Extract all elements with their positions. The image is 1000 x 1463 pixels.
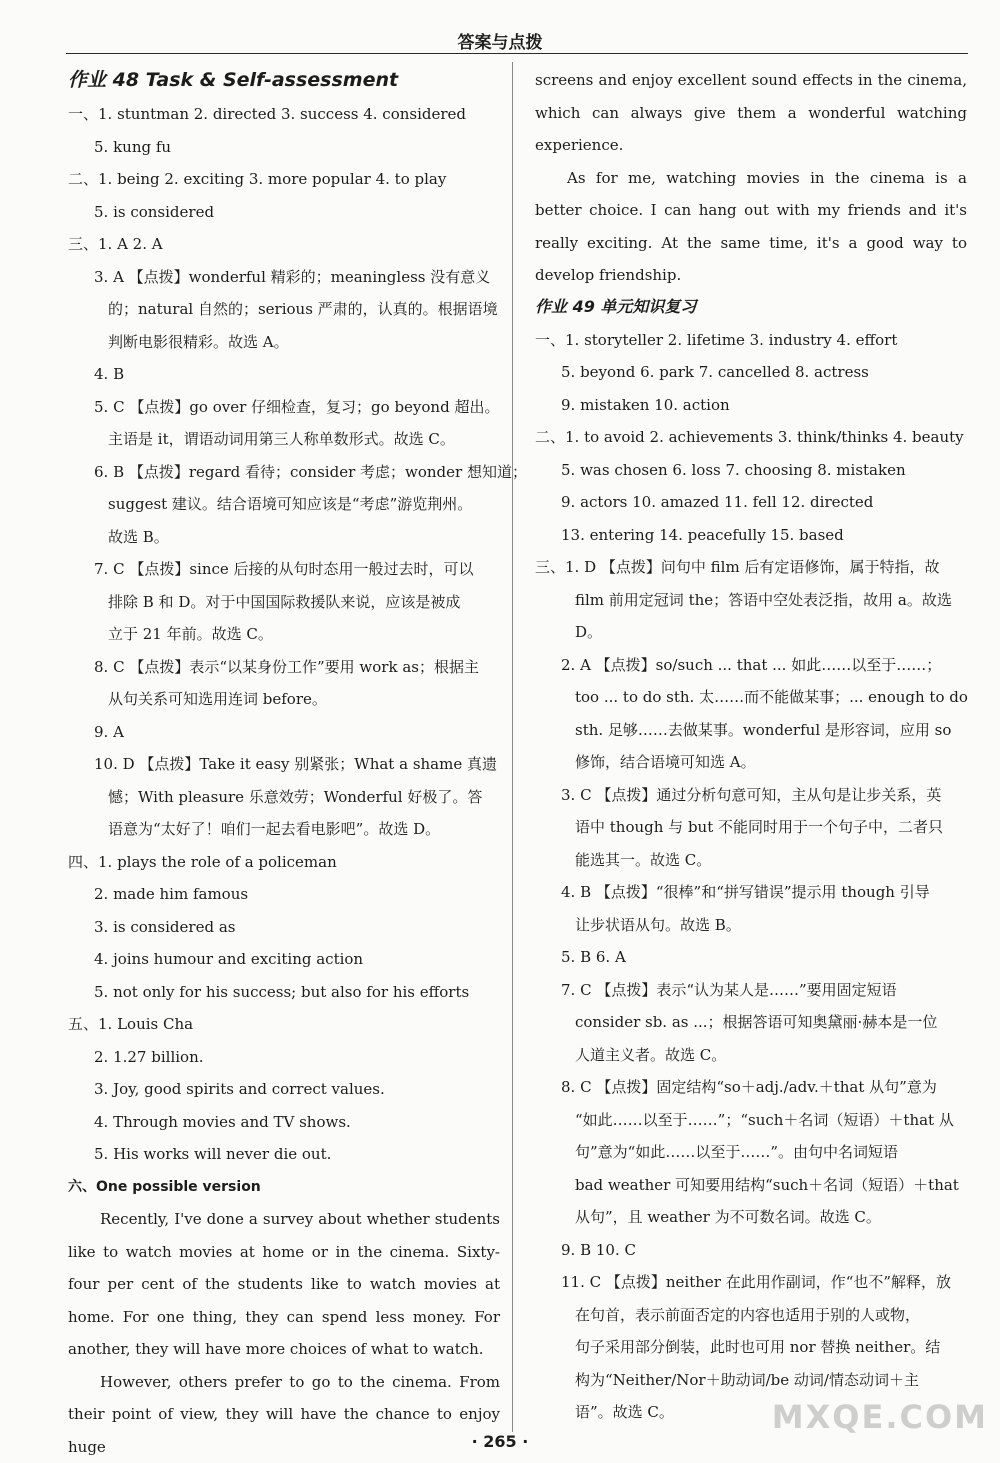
page-number: · 265 ·: [0, 1432, 1000, 1451]
essay-paragraph-2-end: screens and enjoy excellent sound effects in the cinema, which can always give them a wonderful watching experience.: [535, 64, 967, 162]
answer-line: 立于 21 年前。故选 C。: [68, 618, 500, 651]
answer-line: 的；natural 自然的；serious 严肃的，认真的。根据语境: [68, 293, 500, 326]
answer-line: 5. beyond 6. park 7. cancelled 8. actress: [535, 356, 967, 389]
answer-line: 能选其一。故选 C。: [535, 844, 967, 877]
essay-paragraph-3: As for me, watching movies in the cinema is a better choice. I can hang out with my friends and it's really exciting. At the same time, it's a good way to develop friendship.: [535, 162, 967, 292]
answer-line: 4. joins humour and exciting action: [68, 943, 500, 976]
answer-line: 句子采用部分倒装，此时也可用 nor 替换 neither。结: [535, 1331, 967, 1364]
essay-paragraph-2-start: However, others prefer to go to the cinema. From their point of view, they will have the chance to enjoy huge: [68, 1366, 500, 1463]
right-column: [535, 64, 967, 1429]
answer-line: suggest 建议。结合语境可知应该是“考虑”游览荆州。: [68, 488, 500, 521]
header-rule: [66, 53, 968, 54]
answer-line: 7. C 【点拨】since 后接的从句时态用一般过去时，可以: [68, 553, 500, 586]
answer-line: 9. actors 10. amazed 11. fell 12. directed: [535, 486, 967, 519]
answer-line: 5. C 【点拨】go over 仔细检查，复习；go beyond 超出。: [68, 391, 500, 424]
answer-line: 9. B 10. C: [535, 1234, 967, 1267]
answer-line: film 前用定冠词 the；答语中空处表泛指，故用 a。故选: [535, 584, 967, 617]
answer-line: 故选 B。: [68, 521, 500, 554]
answer-line: 构为“Neither/Nor＋助动词/be 动词/情态动词＋主: [535, 1364, 967, 1397]
answer-line: 3. is considered as: [68, 911, 500, 944]
answer-line: 7. C 【点拨】表示“认为某人是……”要用固定短语: [535, 974, 967, 1007]
answer-line: consider sb. as ...；根据答语可知奥黛丽·赫本是一位: [535, 1006, 967, 1039]
answer-line: 一、1. stuntman 2. directed 3. success 4. considered: [68, 98, 500, 131]
answer-line: 10. D 【点拨】Take it easy 别紧张；What a shame 真遗: [68, 748, 500, 781]
answer-line: 9. A: [68, 716, 500, 749]
answer-line: 13. entering 14. peacefully 15. based: [535, 519, 967, 552]
answer-line: 3. Joy, good spirits and correct values.: [68, 1073, 500, 1106]
answer-line: 4. Through movies and TV shows.: [68, 1106, 500, 1139]
answer-line: 5. is considered: [68, 196, 500, 229]
answer-line: 11. C 【点拨】neither 在此用作副词，作“也不”解释，放: [535, 1266, 967, 1299]
answer-line: 5. not only for his success; but also for his efforts: [68, 976, 500, 1009]
answer-line: 从句关系可知选用连词 before。: [68, 683, 500, 716]
answer-line: 五、1. Louis Cha: [68, 1008, 500, 1041]
answer-line: 语”。故选 C。: [535, 1396, 967, 1429]
answer-line: 8. C 【点拨】表示“以某身份工作”要用 work as；根据主: [68, 651, 500, 684]
answer-line: 二、1. to avoid 2. achievements 3. think/thinks 4. beauty: [535, 421, 967, 454]
answer-line: 三、1. A 2. A: [68, 228, 500, 261]
left-column: [68, 64, 500, 1463]
answer-line: 句”意为“如此……以至于……”。由句中名词短语: [535, 1136, 967, 1169]
left-answer-list: [68, 98, 500, 1171]
answer-line: 4. B: [68, 358, 500, 391]
answer-line: 语中 though 与 but 不能同时用于一个句子中，二者只: [535, 811, 967, 844]
essay-paragraph-1: Recently, I've done a survey about whether students like to watch movies at home or in the cinema. Sixty-four per cent of the students like to watch movies at home. For one thing, they can spend less money. For another, they will have more choices of what to watch.: [68, 1203, 500, 1366]
answer-line: 主语是 it，谓语动词用第三人称单数形式。故选 C。: [68, 423, 500, 456]
essay-label: 六、One possible version: [68, 1171, 500, 1204]
answer-line: 二、1. being 2. exciting 3. more popular 4. to play: [68, 163, 500, 196]
answer-line: 3. A 【点拨】wonderful 精彩的；meaningless 没有意义: [68, 261, 500, 294]
right-answer-list: [535, 324, 967, 1429]
answer-line: 2. made him famous: [68, 878, 500, 911]
answer-line: 5. B 6. A: [535, 941, 967, 974]
section-title-48: 作业 48 Task & Self-assessment: [68, 64, 500, 96]
answer-line: 9. mistaken 10. action: [535, 389, 967, 422]
answer-line: 3. C 【点拨】通过分析句意可知，主从句是让步关系，英: [535, 779, 967, 812]
answer-line: 修饰，结合语境可知选 A。: [535, 746, 967, 779]
section-title-49: 作业 49 单元知识复习: [535, 292, 967, 322]
answer-line: 让步状语从句。故选 B。: [535, 909, 967, 942]
answer-line: 语意为“太好了！咱们一起去看电影吧”。故选 D。: [68, 813, 500, 846]
answer-line: 2. A 【点拨】so/such ... that ... 如此……以至于……；: [535, 649, 967, 682]
answer-line: 6. B 【点拨】regard 看待；consider 考虑；wonder 想知道；: [68, 456, 500, 489]
answer-line: 4. B 【点拨】“很棒”和“拼写错误”提示用 though 引导: [535, 876, 967, 909]
answer-line: 一、1. storyteller 2. lifetime 3. industry 4. effort: [535, 324, 967, 357]
answer-line: 憾；With pleasure 乐意效劳；Wonderful 好极了。答: [68, 781, 500, 814]
answer-line: 排除 B 和 D。对于中国国际救援队来说，应该是被成: [68, 586, 500, 619]
answer-line: “如此……以至于……”；“such＋名词（短语）＋that 从: [535, 1104, 967, 1137]
answer-line: 从句”，且 weather 为不可数名词。故选 C。: [535, 1201, 967, 1234]
answer-line: 2. 1.27 billion.: [68, 1041, 500, 1074]
page-header: 答案与点拨: [0, 28, 1000, 53]
column-divider: [512, 62, 513, 1432]
answer-line: 判断电影很精彩。故选 A。: [68, 326, 500, 359]
answer-line: 人道主义者。故选 C。: [535, 1039, 967, 1072]
answer-line: 8. C 【点拨】固定结构“so＋adj./adv.＋that 从句”意为: [535, 1071, 967, 1104]
answer-line: 5. was chosen 6. loss 7. choosing 8. mistaken: [535, 454, 967, 487]
answer-line: bad weather 可知要用结构“such＋名词（短语）＋that: [535, 1169, 967, 1202]
answer-line: 5. His works will never die out.: [68, 1138, 500, 1171]
answer-line: too ... to do sth. 太……而不能做某事；... enough to do: [535, 681, 967, 714]
corner-watermark: MXQE.COM: [772, 1398, 988, 1436]
answer-line: sth. 足够……去做某事。wonderful 是形容词，应用 so: [535, 714, 967, 747]
answer-line: 三、1. D 【点拨】问句中 film 后有定语修饰，属于特指，故: [535, 551, 967, 584]
answer-line: D。: [535, 616, 967, 649]
answer-line: 四、1. plays the role of a policeman: [68, 846, 500, 879]
answer-line: 5. kung fu: [68, 131, 500, 164]
answer-line: 在句首，表示前面否定的内容也适用于别的人或物，: [535, 1299, 967, 1332]
